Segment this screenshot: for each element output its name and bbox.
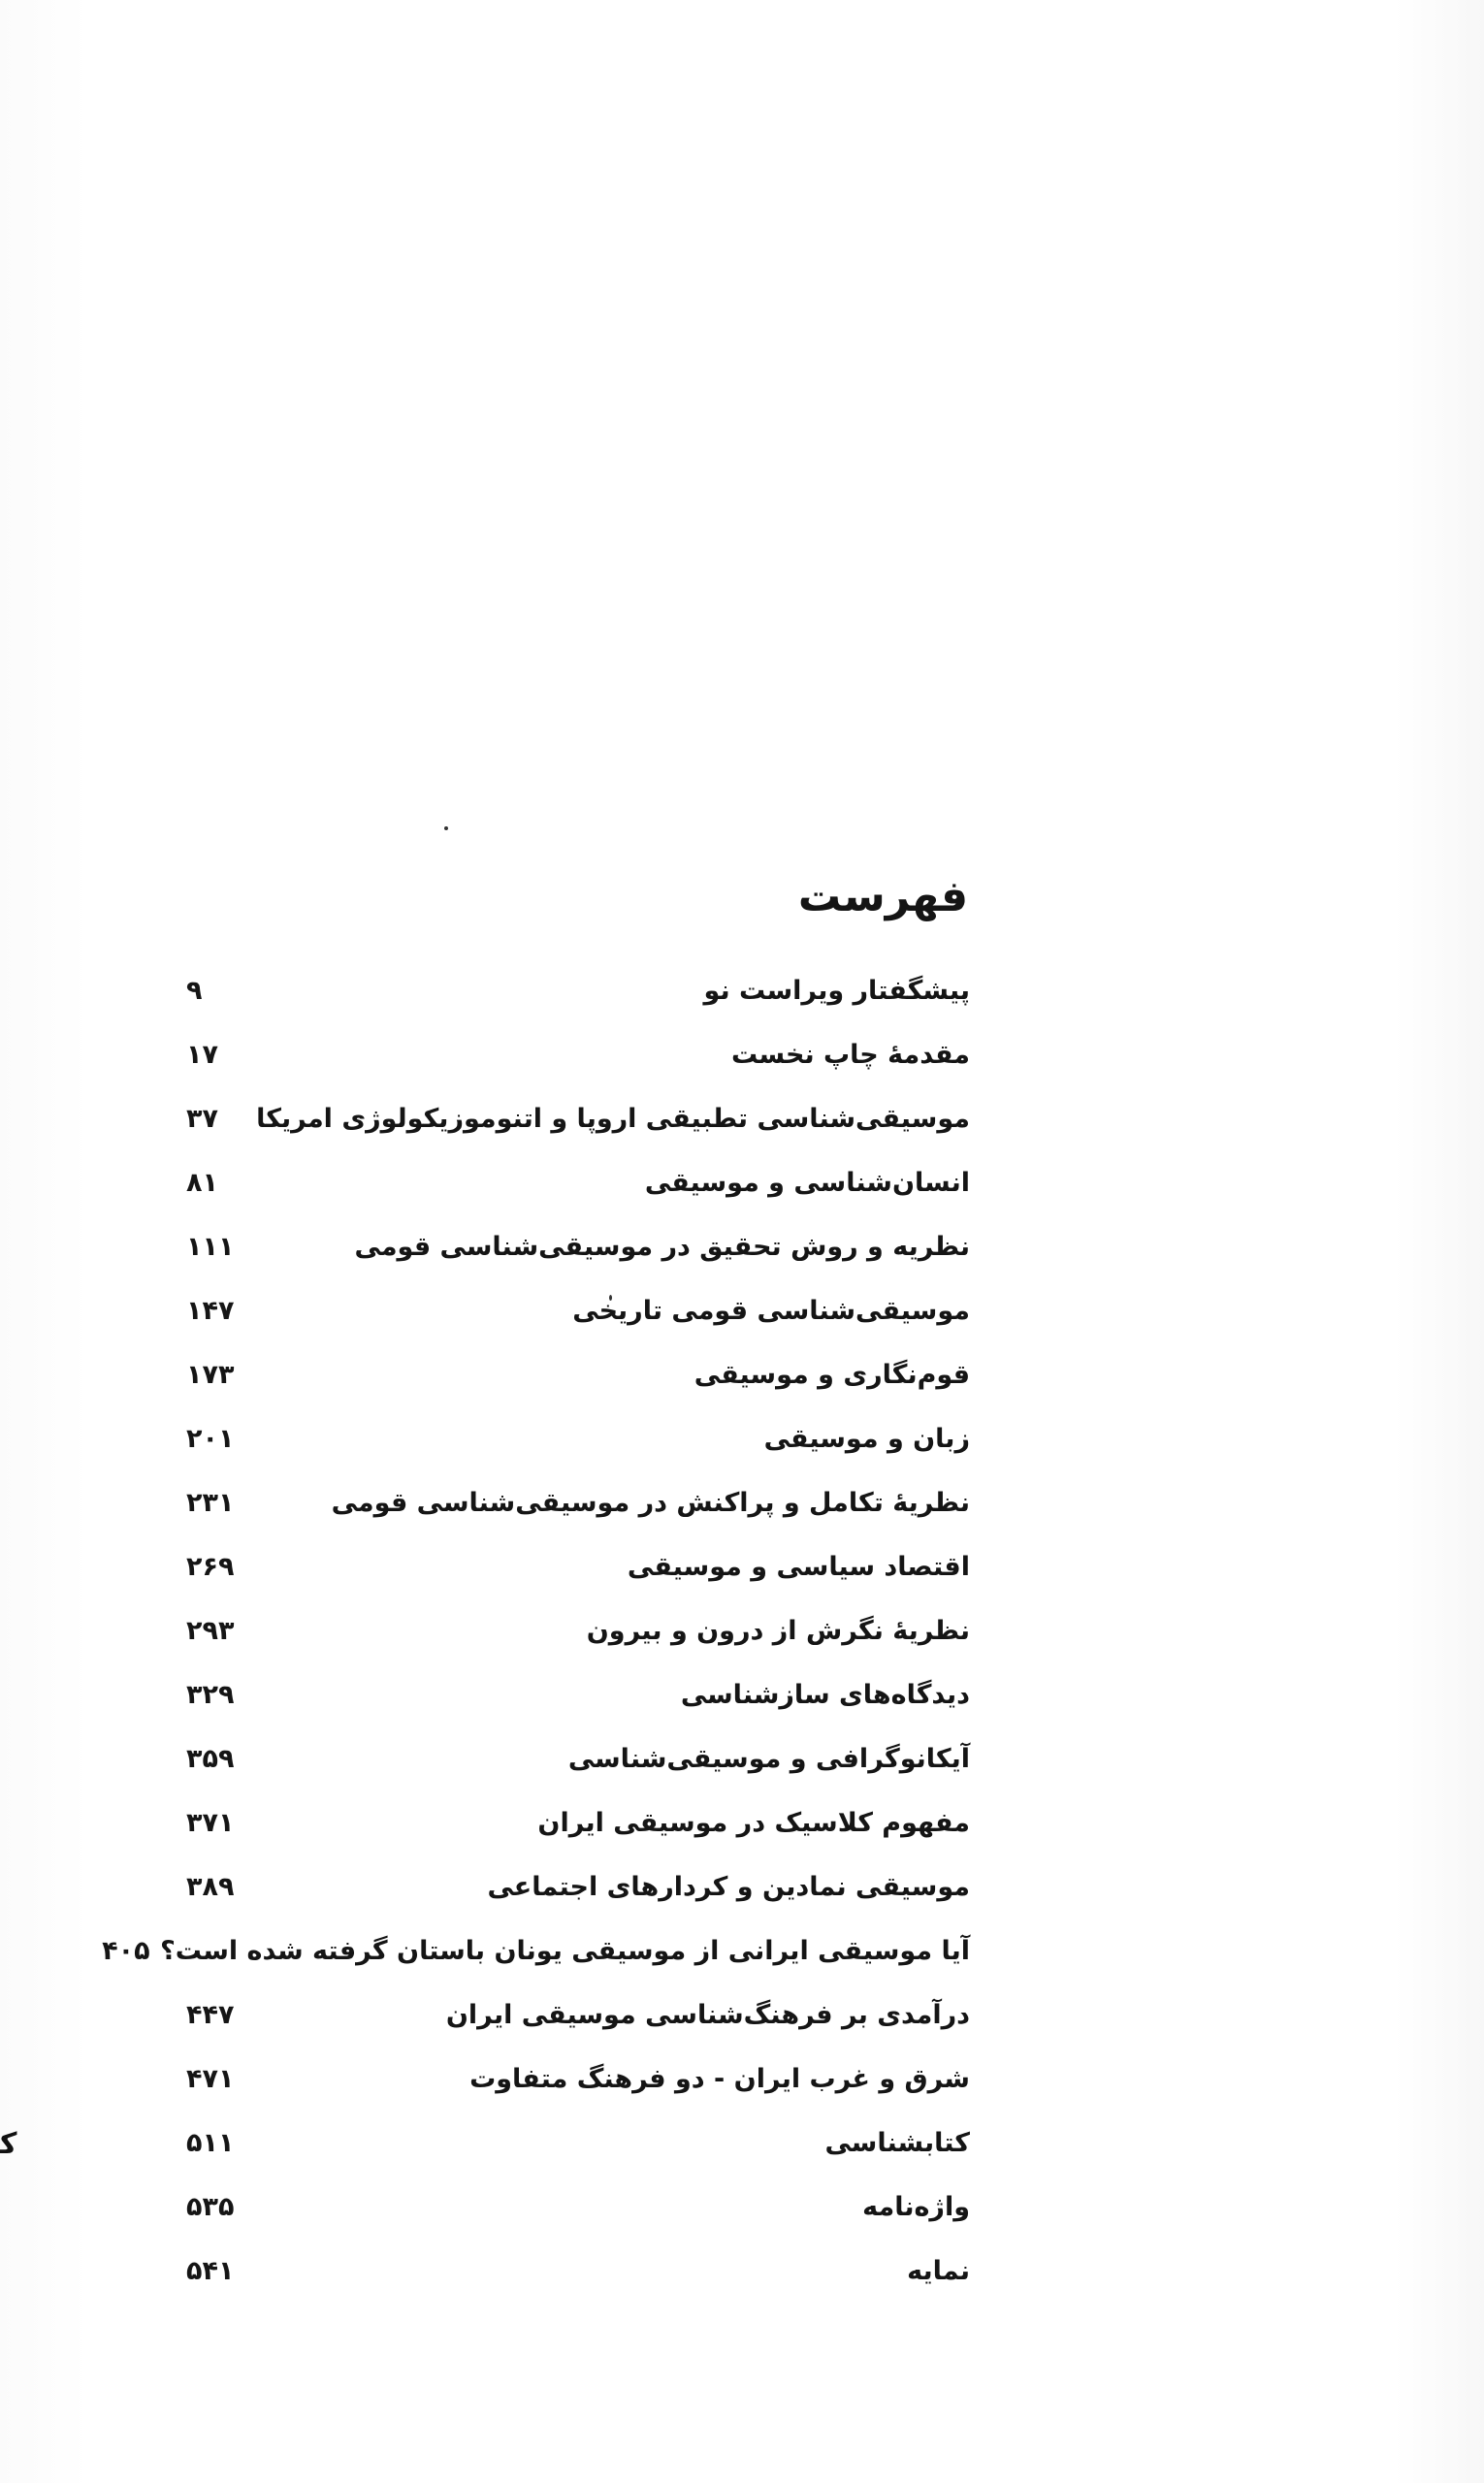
toc-entry-page-number: ۲۹۳ xyxy=(186,1615,235,1646)
toc-entry-page-number: ۱۱۱ xyxy=(186,1231,235,1262)
toc-entry-title: کتابشناسی xyxy=(824,2127,970,2158)
toc-entry-title: پیشگفتار ویراست نو xyxy=(703,975,970,1006)
toc-entry-title: اقتصاد سیاسی و موسیقی xyxy=(627,1551,970,1582)
toc-entry xyxy=(175,1854,970,1919)
toc-entry-title: موسیقی‌شناسی تطبیقی اروپا و اتنوموزیکولوژی امریکا xyxy=(256,1103,970,1134)
toc-entry-page-number: ۲۶۹ xyxy=(186,1551,235,1582)
toc-entry-title: شرق و غرب ایران - دو فرهنگ متفاوت xyxy=(469,2063,970,2094)
toc-entry-page-number: ۳۸۹ xyxy=(186,1871,235,1902)
toc-entry-title: نظریهٔ تکامل و پراکنش در موسیقی‌شناسی قومی xyxy=(331,1487,970,1518)
toc-entry-title: آیا موسیقی ایرانی از موسیقی یونان باستان گرفته شده است؟ xyxy=(160,1935,970,1966)
toc-entry xyxy=(175,1598,970,1662)
toc-entry xyxy=(175,1470,970,1534)
toc-entry xyxy=(175,1662,970,1726)
toc-entry-title: انسان‌شناسی و موسیقی xyxy=(644,1167,970,1198)
toc-entry-page-number: ۳۷ xyxy=(186,1103,218,1134)
toc-entry-page-number: ۱۷۳ xyxy=(186,1359,235,1390)
toc-entry-page-number: ۴۷۱ xyxy=(186,2063,235,2094)
toc-entry-page-number: ۴۴۷ xyxy=(186,1999,235,2030)
toc-entry-title: واژه‌نامه xyxy=(862,2191,970,2222)
toc-entry xyxy=(175,1086,970,1150)
toc-entry-page-number: ۲۰۱ xyxy=(186,1423,235,1454)
toc-entry-page-number: ۵۴۱ xyxy=(186,2255,235,2286)
toc-entry xyxy=(175,1342,970,1406)
toc-entry xyxy=(175,1726,970,1790)
toc-entry-title: مقدمهٔ چاپ نخست xyxy=(730,1039,970,1070)
toc-entry-page-number: ۵۳۵ xyxy=(186,2191,235,2222)
toc-entry-title: دیدگاه‌های سازشناسی xyxy=(680,1679,970,1710)
toc-entry-page-number: ۴۰۵ xyxy=(102,1935,150,1966)
toc-list xyxy=(102,958,970,2303)
toc-entry-page-number: ۳۷۱ xyxy=(186,1807,235,1838)
toc-entry xyxy=(175,2175,970,2239)
toc-entry-page-number: ۱۷ xyxy=(186,1039,218,1070)
toc-entry xyxy=(175,1214,970,1278)
toc-entry-page-number: ۲۳۱ xyxy=(186,1487,235,1518)
toc-entry-page-number: ۹ xyxy=(186,975,203,1006)
toc-entry-title: نظریه و روش تحقیق در موسیقی‌شناسی قومی xyxy=(354,1231,970,1262)
toc-entry xyxy=(175,1278,970,1342)
toc-entry-page-number: ۱۴۷ xyxy=(186,1295,235,1326)
toc-entry-page-number: ۳۲۹ xyxy=(186,1679,235,1710)
toc-entry-page-number: ۳۵۹ xyxy=(186,1743,235,1774)
toc-entry xyxy=(175,958,970,1022)
toc-entry-title: نظریهٔ نگرش از درون و بیرون xyxy=(586,1615,970,1646)
toc-entry-title: آیکانوگرافی و موسیقی‌شناسی xyxy=(567,1743,970,1774)
margin-mark: ﻛ xyxy=(0,2127,17,2161)
toc-entry xyxy=(175,1983,970,2047)
toc-entry xyxy=(175,1534,970,1598)
toc-entry-title: قوم‌نگاری و موسیقی xyxy=(694,1359,970,1390)
toc-entry xyxy=(175,1022,970,1086)
toc-entry-title: نمایه xyxy=(907,2255,970,2286)
toc-entry xyxy=(175,2111,970,2175)
toc-entry xyxy=(175,2047,970,2111)
toc-entry xyxy=(175,2239,970,2303)
toc-entry-title: زبان و موسیقی xyxy=(763,1423,970,1454)
toc-entry xyxy=(175,1406,970,1470)
toc-title: فهرست xyxy=(797,872,968,921)
toc-entry xyxy=(175,1150,970,1214)
toc-entry-title: مفهوم کلاسیک در موسیقی ایران xyxy=(537,1807,970,1838)
toc-entry-title: موسیقی‌شناسی قومی تاریخی xyxy=(572,1295,970,1326)
table-of-contents xyxy=(102,863,970,2303)
toc-entry xyxy=(175,1790,970,1854)
toc-entry-title: درآمدی بر فرهنگ‌شناسی موسیقی ایران xyxy=(445,1999,970,2030)
toc-entry-page-number: ۵۱۱ xyxy=(186,2127,235,2158)
toc-entry-page-number: ۸۱ xyxy=(186,1167,218,1198)
toc-entry xyxy=(102,1919,970,1983)
ink-speck xyxy=(444,826,448,830)
toc-entry-title: موسیقی نمادین و کردارهای اجتماعی xyxy=(487,1871,970,1902)
